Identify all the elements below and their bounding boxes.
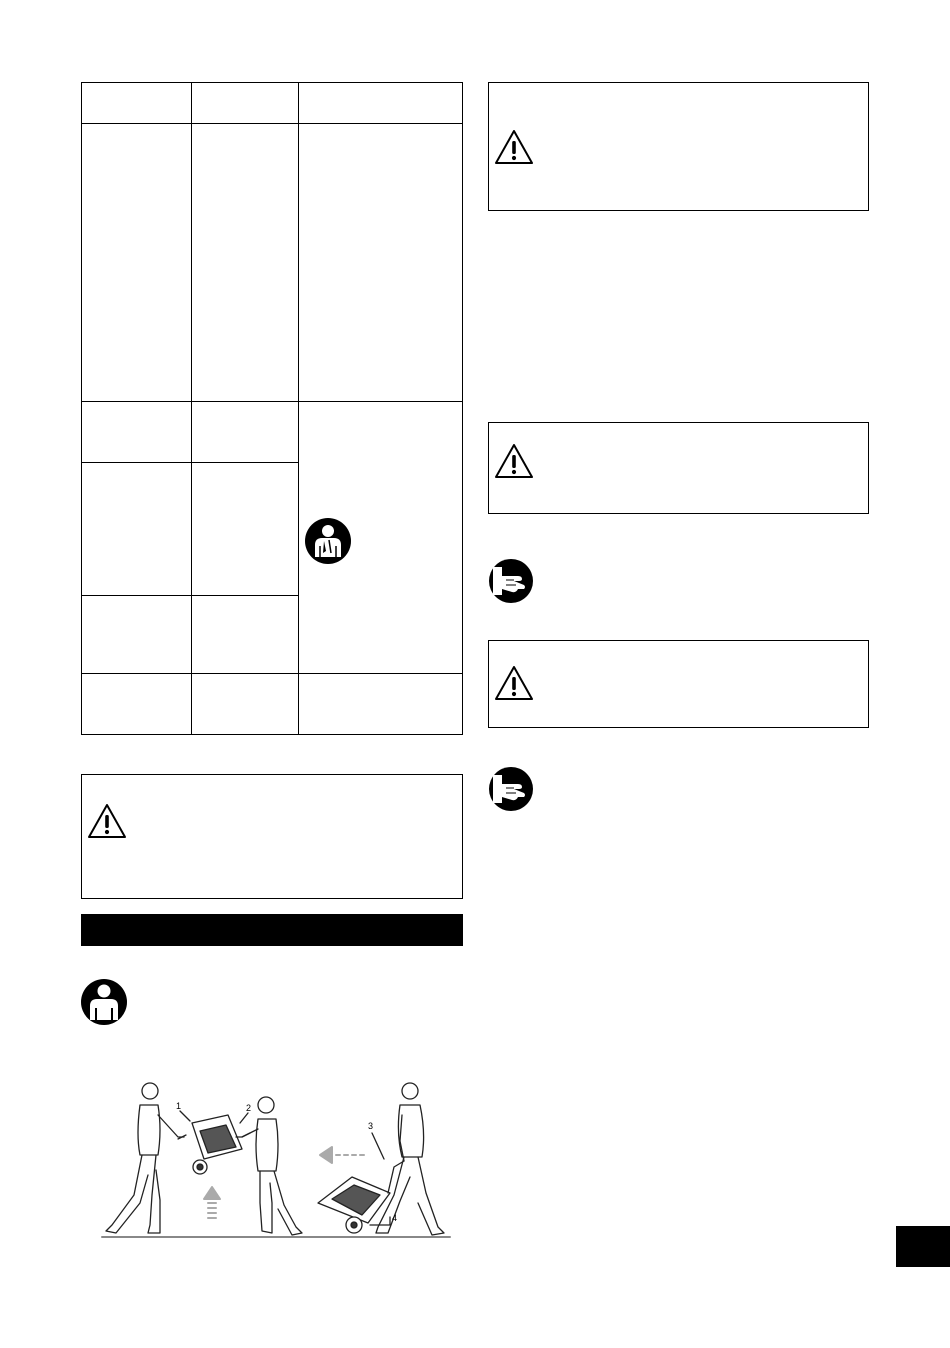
warning-box — [81, 774, 463, 899]
illustration-label: 2 — [246, 1103, 252, 1113]
warning-triangle-icon — [494, 665, 534, 701]
table-row-divider — [82, 673, 462, 674]
table-row-divider — [82, 462, 298, 463]
section-title-bar — [81, 914, 463, 946]
illustration-label: 4 — [392, 1213, 398, 1223]
warning-triangle-icon — [87, 803, 127, 839]
person-in-circle-icon — [80, 978, 128, 1026]
table-col-divider — [191, 83, 192, 734]
warning-box — [488, 422, 869, 514]
warning-box — [488, 640, 869, 728]
spec-table — [81, 82, 463, 735]
warning-triangle-icon — [494, 129, 534, 165]
table-col-divider — [298, 83, 299, 734]
warning-box — [488, 82, 869, 211]
illustration-label: 1 — [176, 1101, 182, 1111]
carrying-illustration — [100, 1075, 455, 1250]
illustration-label: 3 — [368, 1121, 374, 1131]
page-tab — [896, 1226, 950, 1267]
warning-triangle-icon — [494, 443, 534, 479]
table-row-divider — [82, 123, 462, 124]
table-row-divider — [82, 595, 298, 596]
hand-in-circle-icon — [488, 558, 534, 604]
hand-in-circle-icon — [488, 766, 534, 812]
table-row-divider — [82, 401, 462, 402]
person-in-circle-icon — [304, 517, 352, 565]
